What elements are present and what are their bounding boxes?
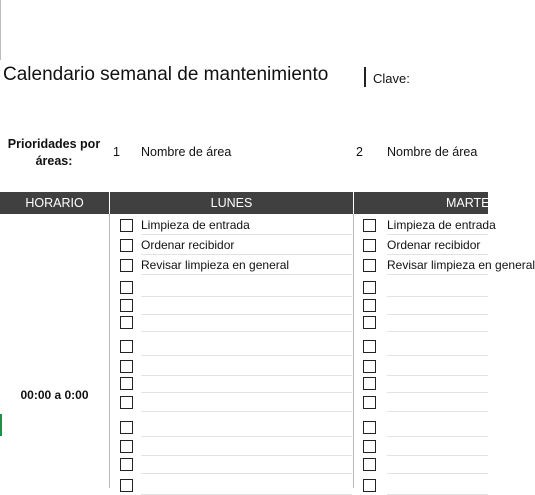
task-checkbox[interactable] (363, 316, 376, 329)
task-underline (141, 392, 352, 393)
task-checkbox[interactable] (120, 479, 133, 492)
task-underline (141, 436, 352, 437)
priorities-label: Prioridades por áreas: (7, 137, 101, 168)
task-checkbox[interactable] (120, 316, 133, 329)
task-underline (387, 234, 488, 235)
task-checkbox[interactable] (120, 299, 133, 312)
sheet-border (0, 0, 1, 60)
task-underline (387, 254, 488, 255)
column-header-martes: MARTES (354, 192, 488, 214)
task-checkbox[interactable] (363, 340, 376, 353)
task-underline (141, 375, 352, 376)
title-divider (364, 67, 366, 87)
priority-number: 1 (113, 145, 120, 159)
priority-area-name[interactable]: Nombre de área (387, 145, 478, 159)
task-label[interactable]: Limpieza de entrada (141, 218, 250, 232)
task-checkbox[interactable] (120, 440, 133, 453)
task-checkbox[interactable] (363, 396, 376, 409)
task-checkbox[interactable] (120, 458, 133, 471)
task-underline (387, 436, 488, 437)
task-underline (387, 375, 488, 376)
task-underline (141, 411, 352, 412)
task-checkbox[interactable] (120, 377, 133, 390)
task-checkbox[interactable] (363, 479, 376, 492)
task-checkbox[interactable] (120, 281, 133, 294)
task-checkbox[interactable] (120, 259, 133, 272)
task-checkbox[interactable] (363, 458, 376, 471)
cell-cursor-marker (0, 414, 2, 436)
task-underline (387, 355, 488, 356)
page-title: Calendario semanal de mantenimiento (3, 64, 329, 85)
key-label: Clave: (373, 71, 410, 86)
column-header-lunes: LUNES (110, 192, 353, 214)
task-underline (141, 274, 352, 275)
task-checkbox[interactable] (120, 239, 133, 252)
task-underline (387, 473, 488, 474)
task-label[interactable]: Revisar limpieza en general (387, 258, 535, 272)
task-checkbox[interactable] (120, 219, 133, 232)
task-label[interactable]: Ordenar recibidor (387, 238, 481, 252)
task-underline (387, 331, 488, 332)
task-underline (387, 392, 488, 393)
task-checkbox[interactable] (363, 259, 376, 272)
task-underline (387, 274, 488, 275)
task-checkbox[interactable] (120, 360, 133, 373)
task-underline (387, 296, 488, 297)
task-label[interactable]: Revisar limpieza en general (141, 258, 290, 272)
task-underline (141, 355, 352, 356)
task-underline (387, 455, 488, 456)
task-underline (387, 314, 488, 315)
task-checkbox[interactable] (363, 440, 376, 453)
column-divider (109, 214, 110, 488)
column-header-horario: HORARIO (0, 192, 109, 214)
task-checkbox[interactable] (363, 219, 376, 232)
task-checkbox[interactable] (120, 340, 133, 353)
task-label[interactable]: Limpieza de entrada (387, 218, 496, 232)
time-slot-label: 00:00 a 0:00 (20, 388, 89, 402)
task-underline (141, 314, 352, 315)
task-checkbox[interactable] (363, 360, 376, 373)
task-checkbox[interactable] (363, 377, 376, 390)
task-checkbox[interactable] (120, 396, 133, 409)
task-underline (141, 254, 352, 255)
task-checkbox[interactable] (363, 299, 376, 312)
task-underline (141, 473, 352, 474)
task-checkbox[interactable] (363, 281, 376, 294)
priority-number: 2 (356, 145, 363, 159)
task-checkbox[interactable] (363, 239, 376, 252)
task-underline (141, 331, 352, 332)
task-checkbox[interactable] (363, 421, 376, 434)
task-underline (141, 296, 352, 297)
column-divider (353, 214, 354, 488)
task-checkbox[interactable] (120, 421, 133, 434)
task-underline (141, 234, 352, 235)
task-underline (141, 455, 352, 456)
task-underline (387, 411, 488, 412)
task-label[interactable]: Ordenar recibidor (141, 238, 235, 252)
priority-area-name[interactable]: Nombre de área (141, 145, 232, 159)
